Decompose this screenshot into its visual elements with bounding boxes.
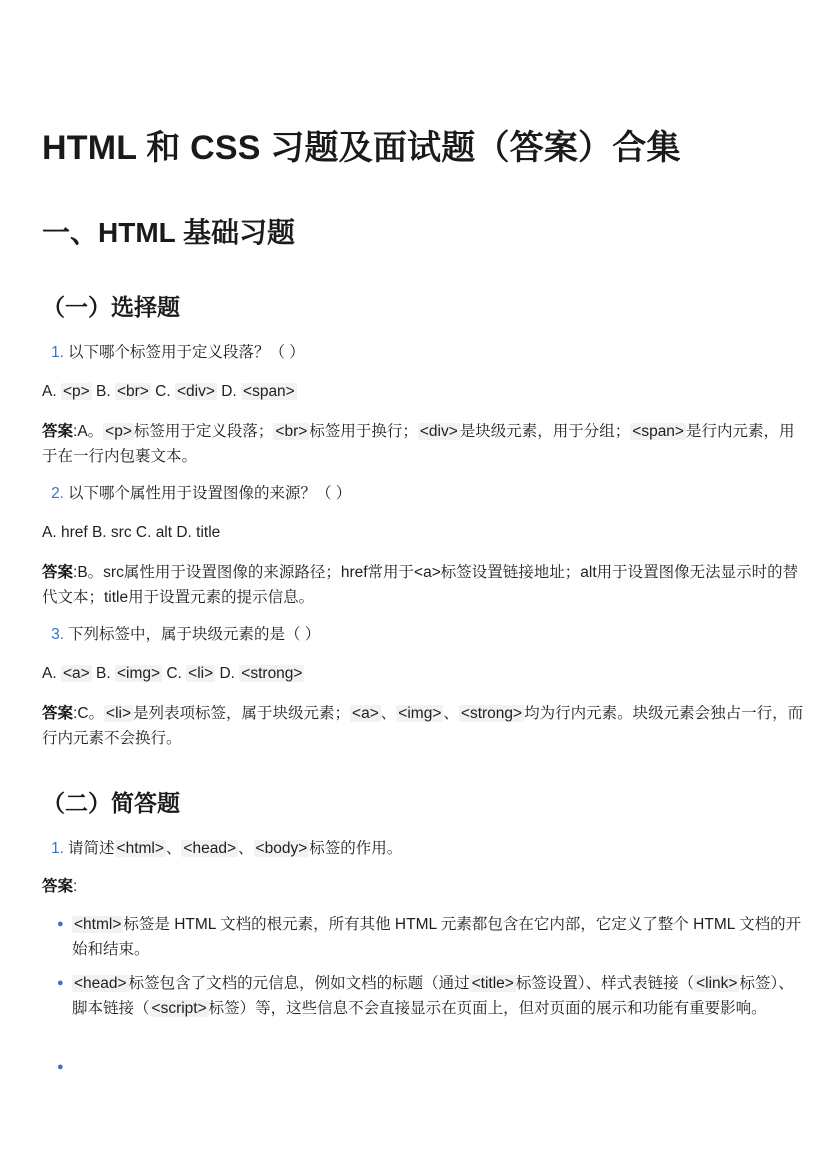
answer-label: 答案 bbox=[42, 705, 74, 722]
list-item: ● <html> 标签是 HTML 文档的根元素，所有其他 HTML 元素都包含在它内部，它定义了整个 HTML 文档的开始和结束。 bbox=[72, 912, 807, 962]
question-1-answer: 答案:A。 <p> 标签用于定义段落； <br> 标签用于换行； <div> 是块级元素，用于分组； <span> 是行内元素，用于在一行内包裹文本。 bbox=[42, 423, 795, 465]
code-tag: <p> bbox=[62, 383, 90, 400]
page-title: HTML 和 CSS 习题及面试题（答案）合集 bbox=[42, 129, 681, 167]
section-heading-html-basics: 一、HTML 基础习题 bbox=[42, 217, 296, 248]
short-question-1-answer-label: 答案: bbox=[42, 878, 78, 895]
question-text: 下列标签中，属于块级元素的是（ ） bbox=[68, 626, 321, 643]
question-2-options: A. href B. src C. alt D. title bbox=[42, 524, 221, 541]
question-number: 3. bbox=[51, 626, 64, 643]
answer-label: 答案 bbox=[42, 878, 74, 895]
bullet-icon: ● bbox=[57, 918, 64, 930]
subsection-heading-short-answer: （二）简答题 bbox=[42, 790, 180, 816]
bullet-icon: ● bbox=[57, 977, 64, 989]
code-tag: <span> bbox=[243, 383, 295, 400]
question-number: 2. bbox=[51, 485, 64, 502]
question-number: 1. bbox=[51, 840, 64, 857]
code-tag: <br> bbox=[116, 383, 149, 400]
answer-label: 答案 bbox=[42, 423, 74, 440]
question-number: 1. bbox=[51, 344, 64, 361]
question-1 bbox=[40, 340, 805, 365]
question-1-options: A. <p> B. <br> C. <div> D. <span> bbox=[42, 383, 295, 400]
question-3-answer: 答案:C。 <li> 是列表项标签，属于块级元素； <a> 、 <img> 、 <strong> 均为行内元素。块级元素会独占一行，而行内元素不会换行。 bbox=[42, 705, 804, 747]
question-text: 以下哪个属性用于设置图像的来源？（ ） bbox=[68, 485, 352, 502]
short-question-1: 1. 请简述 <html> 、 <head> 、 <body> 标签的作用。 bbox=[40, 836, 805, 861]
bullet-icon: ● bbox=[57, 1061, 64, 1073]
code-tag: <div> bbox=[176, 383, 215, 400]
answer-label: 答案 bbox=[42, 564, 74, 581]
list-item: ● <head> 标签包含了文档的元信息，例如文档的标题（通过 <title> 标签设置）、样式表链接（ <link> 标签）、脚本链接（ <script> 标签）等，这些信息不会直接显示在页面上，但对页面的展示和功能有重要影响。 bbox=[72, 971, 807, 1021]
question-3 bbox=[40, 622, 805, 647]
question-text: 以下哪个标签用于定义段落？（ ） bbox=[68, 344, 305, 361]
question-2-answer: 答案:B。src属性用于设置图像的来源路径；href常用于<a>标签设置链接地址；alt用于设置图像无法显示时的替代文本；title用于设置元素的提示信息。 bbox=[42, 564, 799, 606]
subsection-heading-choice: （一）选择题 bbox=[42, 294, 180, 320]
question-2 bbox=[40, 481, 805, 506]
question-3-options: A. <a> B. <img> C. <li> D. <strong> bbox=[42, 665, 303, 682]
